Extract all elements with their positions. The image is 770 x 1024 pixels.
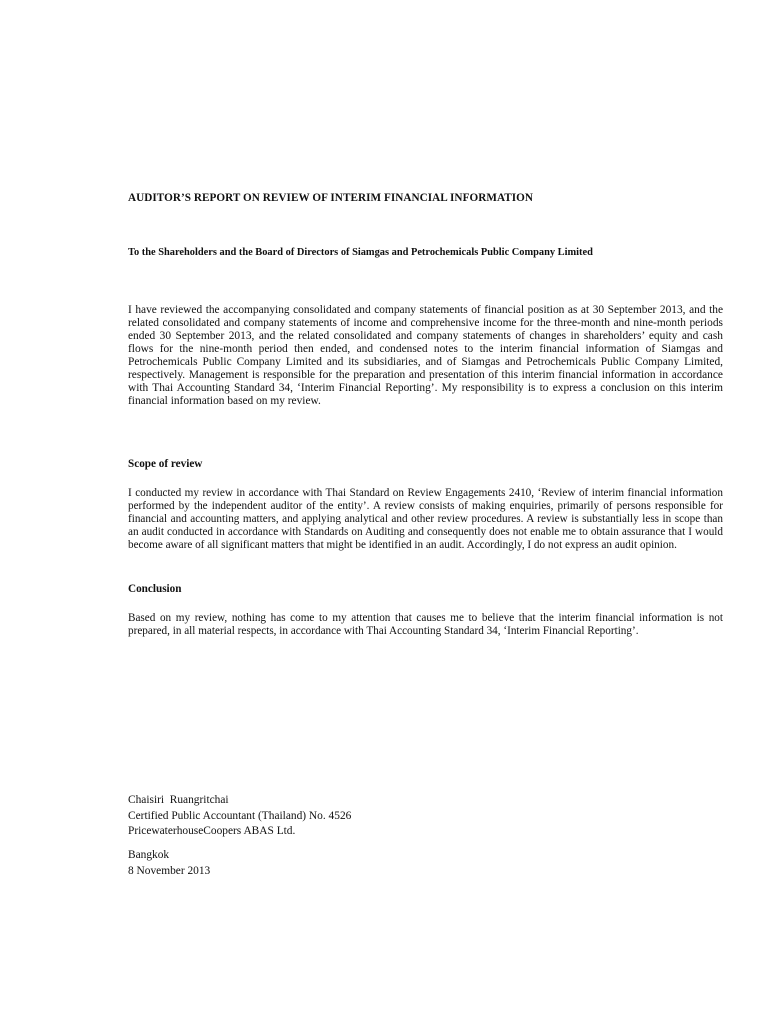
- report-title: AUDITOR’S REPORT ON REVIEW OF INTERIM FINANCIAL INFORMATION: [128, 192, 534, 204]
- report-date: 8 November 2013: [128, 864, 211, 877]
- scope-paragraph: I conducted my review in accordance with Thai Standard on Review Engagements 2410, ‘Review of interim financial information performed by the independent auditor of the entity’. A review consists of making enquiries, primarily of persons responsible for financial and accounting matters, and applying analytical and other review procedures. A review is substantially less in scope than an audit conducted in accordance with Standards on Auditing and consequently does not enable me to obtain assurance that I would become aware of all significant matters that might be identified in an audit. Accordingly, I do not express an audit opinion.: [128, 487, 723, 551]
- auditor-name: Chaisiri Ruangritchai: [128, 794, 229, 806]
- report-city: Bangkok: [128, 849, 170, 861]
- place-date-block: [128, 848, 428, 879]
- intro-paragraph: I have reviewed the accompanying consolidated and company statements of financial position as at 30 September 2013, and the related consolidated and company statements of income and comprehensive income for the three-month and nine-month periods ended 30 September 2013, and the related consolidated and company statements of changes in shareholders’ equity and cash flows for the nine-month period then ended, and condensed notes to the interim financial information of Siamgas and Petrochemicals Public Company Limited and its subsidiaries, and of Siamgas and Petrochemicals Public Company Limited, respectively. Management is responsible for the preparation and presentation of this interim financial information in accordance with Thai Accounting Standard 34, ‘Interim Financial Reporting’. My responsibility is to express a conclusion on this interim financial information based on my review.: [128, 304, 723, 407]
- conclusion-heading: Conclusion: [128, 583, 182, 595]
- auditor-credential: Certified Public Accountant (Thailand) No. 4526: [128, 809, 352, 822]
- addressee: To the Shareholders and the Board of Directors of Siamgas and Petrochemicals Public Company Limited: [128, 247, 593, 258]
- signature-block: [128, 793, 528, 840]
- conclusion-paragraph: Based on my review, nothing has come to my attention that causes me to believe that the interim financial information is not prepared, in all material respects, in accordance with Thai Accounting Standard 34, ‘Interim Financial Reporting’.: [128, 612, 723, 637]
- audit-firm: PricewaterhouseCoopers ABAS Ltd.: [128, 825, 296, 837]
- scope-heading: Scope of review: [128, 458, 203, 470]
